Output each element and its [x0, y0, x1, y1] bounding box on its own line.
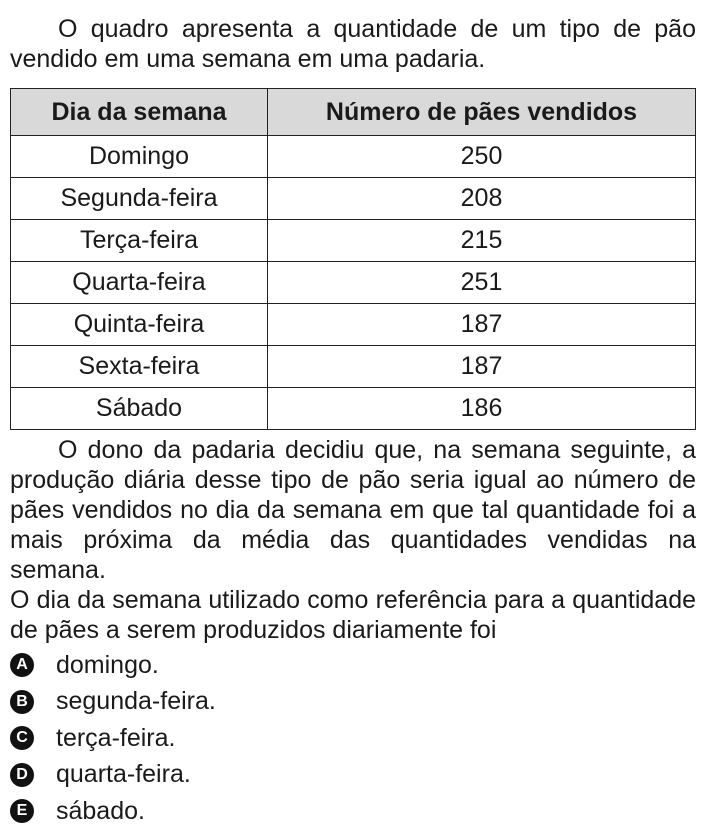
- cell-count: 186: [268, 388, 696, 430]
- option-b-text: segunda-feira.: [56, 687, 216, 716]
- cell-day: Terça-feira: [11, 220, 268, 262]
- context-text: O dono da padaria decidiu que, na semana seguinte, a produção diária desse tipo de pão seria igual ao número de pães vendidos no dia da semana em que tal quantidade foi a mais próxima da média das quantidades vendidas na semana.: [10, 436, 696, 584]
- option-d-text: quarta-feira.: [56, 760, 191, 789]
- cell-count: 215: [268, 220, 696, 262]
- table-row: [11, 262, 696, 304]
- option-e[interactable]: [10, 793, 696, 830]
- option-a-badge-icon: A: [10, 653, 34, 677]
- option-b-badge-icon: B: [10, 690, 34, 714]
- option-e-badge-icon: E: [10, 799, 34, 823]
- cell-count: 187: [268, 346, 696, 388]
- intro-text: O quadro apresenta a quantidade de um tipo de pão vendido em uma semana em uma padaria.: [10, 15, 696, 73]
- option-b[interactable]: [10, 684, 696, 721]
- table-row: [11, 346, 696, 388]
- cell-day: Segunda-feira: [11, 178, 268, 220]
- option-c[interactable]: [10, 720, 696, 757]
- cell-day: Quarta-feira: [11, 262, 268, 304]
- cell-count: 208: [268, 178, 696, 220]
- option-c-text: terça-feira.: [56, 723, 176, 752]
- header-day: Dia da semana: [11, 89, 268, 136]
- table-header-row: [11, 89, 696, 136]
- question-stem: O dia da semana utilizado como referência para a quantidade de pães a serem produzidos diariamente foi: [10, 586, 696, 644]
- answer-options: [10, 647, 696, 830]
- cell-day: Domingo: [11, 136, 268, 178]
- table-row: [11, 388, 696, 430]
- question-page: [10, 14, 696, 830]
- table-row: [11, 304, 696, 346]
- cell-count: 187: [268, 304, 696, 346]
- cell-count: 250: [268, 136, 696, 178]
- table-row: [11, 136, 696, 178]
- option-d-badge-icon: D: [10, 763, 34, 787]
- option-a-text: domingo.: [56, 650, 159, 679]
- option-d[interactable]: [10, 757, 696, 794]
- cell-day: Sexta-feira: [11, 346, 268, 388]
- cell-day: Sábado: [11, 388, 268, 430]
- option-a[interactable]: [10, 647, 696, 684]
- table-row: [11, 220, 696, 262]
- option-c-badge-icon: C: [10, 726, 34, 750]
- table-row: [11, 178, 696, 220]
- option-e-text: sábado.: [56, 796, 145, 825]
- header-count: Número de pães vendidos: [268, 89, 696, 136]
- cell-day: Quinta-feira: [11, 304, 268, 346]
- cell-count: 251: [268, 262, 696, 304]
- sales-table: [10, 88, 696, 430]
